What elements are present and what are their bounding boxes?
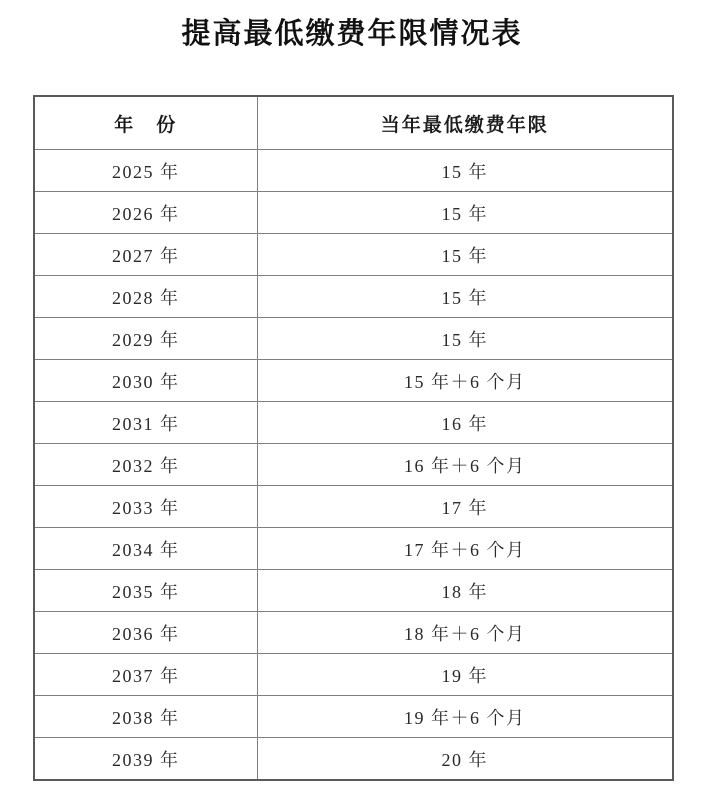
- table-row: [34, 570, 673, 612]
- year-cell: 2039 年: [34, 738, 257, 781]
- table-row: [34, 528, 673, 570]
- table-body: [34, 150, 673, 781]
- year-cell: 2028 年: [34, 276, 257, 318]
- min-years-cell: 16 年: [257, 402, 673, 444]
- min-years-cell: 15 年: [257, 318, 673, 360]
- year-cell: 2033 年: [34, 486, 257, 528]
- table-row: [34, 486, 673, 528]
- min-years-cell: 15 年: [257, 192, 673, 234]
- year-cell: 2030 年: [34, 360, 257, 402]
- page-title: 提高最低缴费年限情况表: [181, 18, 523, 50]
- table-row: [34, 738, 673, 781]
- table-row: [34, 402, 673, 444]
- table-row: [34, 276, 673, 318]
- year-cell: 2027 年: [34, 234, 257, 276]
- table-header: [34, 96, 673, 150]
- min-years-cell: 15 年: [257, 276, 673, 318]
- min-years-cell: 18 年: [257, 570, 673, 612]
- table-row: [34, 360, 673, 402]
- table-row: [34, 234, 673, 276]
- table-row: [34, 318, 673, 360]
- table-row: [34, 192, 673, 234]
- year-cell: 2035 年: [34, 570, 257, 612]
- table-row: [34, 150, 673, 192]
- min-years-cell: 18 年＋6 个月: [257, 612, 673, 654]
- min-years-cell: 17 年: [257, 486, 673, 528]
- min-years-cell: 19 年＋6 个月: [257, 696, 673, 738]
- table-row: [34, 654, 673, 696]
- min-years-cell: 20 年: [257, 738, 673, 781]
- min-years-cell: 17 年＋6 个月: [257, 528, 673, 570]
- column-header-year: 年 份: [34, 96, 257, 150]
- column-header-min-contribution-years: 当年最低缴费年限: [257, 96, 673, 150]
- min-years-cell: 15 年: [257, 234, 673, 276]
- min-years-cell: 19 年: [257, 654, 673, 696]
- year-cell: 2036 年: [34, 612, 257, 654]
- contribution-years-table: [33, 95, 674, 781]
- year-cell: 2031 年: [34, 402, 257, 444]
- min-years-cell: 15 年: [257, 150, 673, 192]
- table-row: [34, 696, 673, 738]
- year-cell: 2034 年: [34, 528, 257, 570]
- year-cell: 2037 年: [34, 654, 257, 696]
- year-cell: 2026 年: [34, 192, 257, 234]
- table-row: [34, 444, 673, 486]
- table-header-row: [34, 96, 673, 150]
- min-years-cell: 15 年＋6 个月: [257, 360, 673, 402]
- min-years-cell: 16 年＋6 个月: [257, 444, 673, 486]
- year-cell: 2029 年: [34, 318, 257, 360]
- year-cell: 2032 年: [34, 444, 257, 486]
- table-row: [34, 612, 673, 654]
- year-cell: 2025 年: [34, 150, 257, 192]
- year-cell: 2038 年: [34, 696, 257, 738]
